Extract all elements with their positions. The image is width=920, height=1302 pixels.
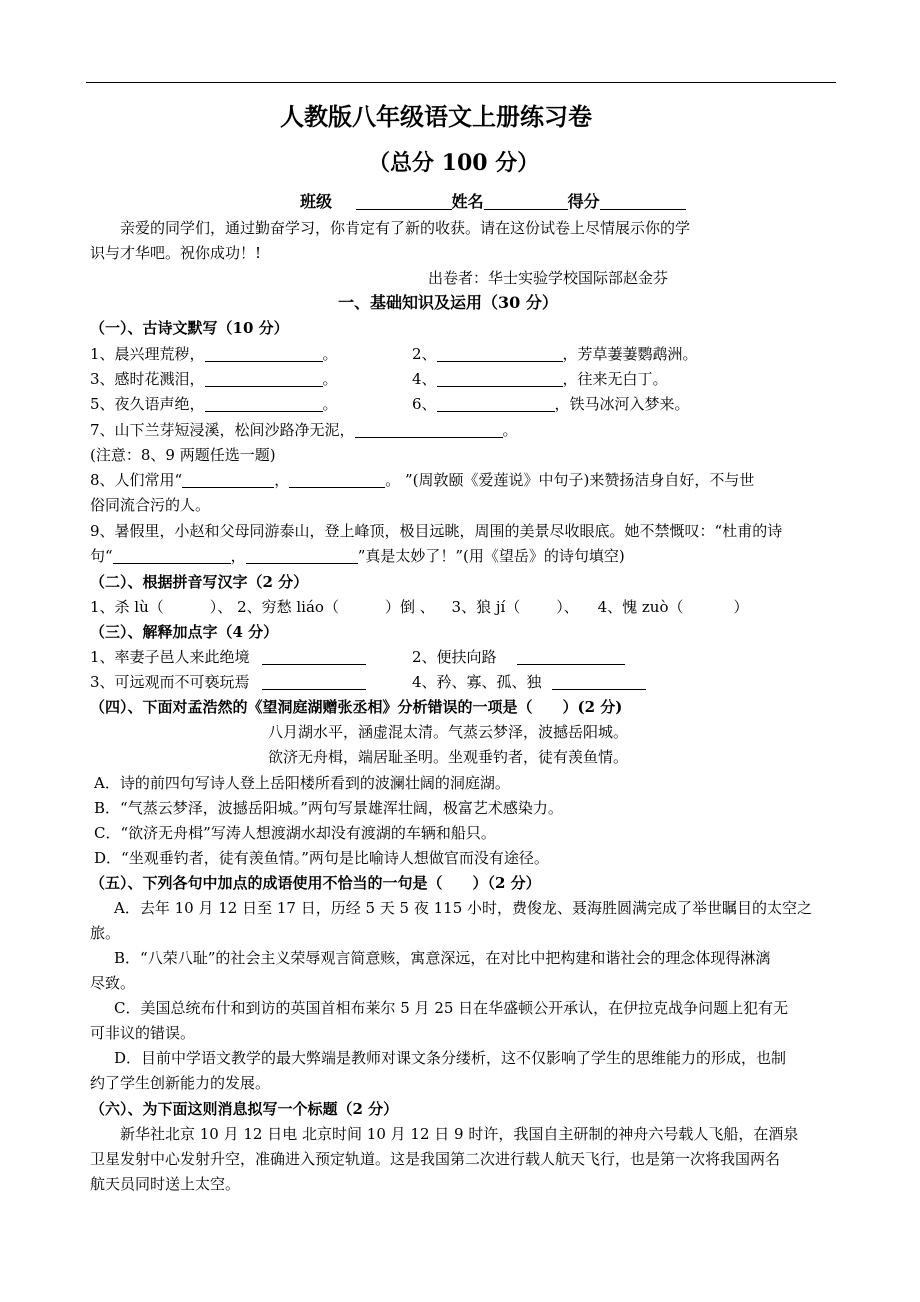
poem-line-2: 欲济无舟楫，端居耻圣明。坐观垂钓者，徒有羡鱼情。 bbox=[268, 748, 629, 766]
question-6: 6、 ，铁马冰河入梦来。 bbox=[412, 395, 690, 413]
choice-c-cont: 可非议的错误。 bbox=[90, 1024, 196, 1042]
answer-blank[interactable] bbox=[437, 345, 563, 362]
news-line-1: 新华社北京 10 月 12 日电 北京时间 10 月 12 日 9 时许，我国自主研制的神舟六号载人飞船，在酒泉 bbox=[120, 1125, 799, 1143]
intro-line-2: 识与才华吧。祝你成功！! bbox=[90, 244, 262, 262]
part-3-heading: （三）、解释加点字（4 分） bbox=[90, 623, 279, 641]
part-5-heading: （五）、下列各句中加点的成语使用不恰当的一句是（ ）（2 分） bbox=[90, 874, 541, 892]
question-3: 3、感时花溅泪， 。 bbox=[90, 370, 338, 388]
choice-b: B．“八荣八耻”的社会主义荣辱观言简意赅，寓意深远，在对比中把构建和谐社会的理念体现得淋漓 bbox=[114, 949, 771, 967]
choice-c: C．美国总统布什和到访的英国首相布莱尔 5 月 25 日在华盛顿公开承认，在伊拉克战争问题上犯有无 bbox=[114, 999, 789, 1017]
choice-d-cont: 约了学生创新能力的发展。 bbox=[90, 1074, 271, 1092]
explain-q3: 3、可远观而不可亵玩焉 bbox=[90, 672, 366, 692]
page-subtitle: （总分 100 分） bbox=[368, 150, 540, 176]
poem-line-1: 八月湖水平，涵虚混太清。气蒸云梦泽，波撼岳阳城。 bbox=[268, 723, 629, 741]
student-info-row bbox=[300, 192, 686, 212]
question-8-cont: 俗同流合污的人。 bbox=[90, 496, 211, 514]
question-9: 9、暑假里，小赵和父母同游泰山，登上峰顶，极目远眺，周围的美景尽收眼底。她不禁慨叹：“杜甫的诗 bbox=[90, 522, 783, 540]
answer-blank[interactable] bbox=[289, 471, 385, 488]
explain-q4: 4、矜、寡、孤、独 bbox=[412, 672, 646, 692]
class-label: 班级 bbox=[300, 192, 333, 211]
question-8: 8、人们常用“ ， 。 ”(周敦颐《爱莲说》中句子)来赞扬洁身自好，不与世 bbox=[90, 471, 755, 489]
part-2-heading: （二）、根据拼音写汉字（2 分） bbox=[90, 573, 309, 591]
option-c: C．“欲济无舟楫”写涛人想渡湖水却没有渡湖的车辆和船只。 bbox=[94, 824, 496, 842]
class-blank[interactable] bbox=[356, 193, 452, 210]
name-label: 姓名 bbox=[451, 192, 484, 211]
question-1: 1、晨兴理荒秽， 。 bbox=[90, 345, 338, 363]
choice-a-cont: 旅。 bbox=[90, 924, 121, 942]
answer-blank[interactable] bbox=[113, 547, 231, 564]
question-2: 2、 ，芳草萋萋鹦鹉洲。 bbox=[412, 345, 698, 363]
top-rule bbox=[86, 82, 836, 83]
part-1-heading: （一）、古诗文默写（10 分） bbox=[90, 319, 289, 337]
news-line-3: 航天员同时送上太空。 bbox=[90, 1175, 241, 1193]
intro-line-1: 亲爱的同学们，通过勤奋学习，你肯定有了新的收获。请在这份试卷上尽情展示你的学 bbox=[120, 219, 691, 237]
news-line-2: 卫星发射中心发射升空，准确进入预定轨道。这是我国第二次进行载人航天飞行，也是第一次将我国两名 bbox=[90, 1150, 781, 1168]
answer-blank[interactable] bbox=[205, 395, 323, 412]
answer-blank[interactable] bbox=[437, 395, 555, 412]
answer-blank[interactable] bbox=[552, 673, 646, 690]
answer-blank[interactable] bbox=[246, 547, 358, 564]
option-d: D．“坐观垂钓者，徒有羡鱼情。”两句是比喻诗人想做官而没有途径。 bbox=[94, 849, 549, 867]
question-9-cont: 句“ ， ”真是太妙了！”(用《望岳》的诗句填空) bbox=[90, 547, 625, 565]
score-label: 得分 bbox=[567, 192, 600, 211]
section-1-title: 一、基础知识及运用（30 分） bbox=[338, 293, 558, 312]
choice-d: D．目前中学语文教学的最大弊端是教师对课文条分缕析，这不仅影响了学生的思维能力的形成，也制 bbox=[114, 1049, 787, 1067]
pinyin-row: 1、杀 lù（ ）、 2、穷愁 liáo（ ）倒 、 3、狼 jí（ ）、 4、愧 zuò（ ） bbox=[90, 598, 749, 616]
part-6-heading: （六）、为下面这则消息拟写一个标题（2 分） bbox=[90, 1100, 399, 1118]
choice-a: A．去年 10 月 12 日至 17 日，历经 5 天 5 夜 115 小时，费俊龙、聂海胜圆满完成了举世瞩目的太空之 bbox=[114, 899, 813, 917]
answer-blank[interactable] bbox=[355, 421, 503, 438]
answer-blank[interactable] bbox=[437, 370, 563, 387]
answer-blank[interactable] bbox=[182, 471, 274, 488]
page-title: 人教版八年级语文上册练习卷 bbox=[280, 102, 592, 131]
note-line: (注意：8、9 两题任选一题) bbox=[90, 446, 276, 464]
answer-blank[interactable] bbox=[517, 648, 625, 665]
option-a: A．诗的前四句写诗人登上岳阳楼所看到的波澜壮阔的洞庭湖。 bbox=[94, 774, 510, 792]
question-7: 7、山下兰芽短浸溪，松间沙路净无泥， 。 bbox=[90, 421, 518, 439]
answer-blank[interactable] bbox=[205, 345, 323, 362]
question-5: 5、夜久语声绝， 。 bbox=[90, 395, 338, 413]
name-blank[interactable] bbox=[484, 193, 568, 210]
author-line: 出卷者：华士实验学校国际部赵金芬 bbox=[428, 269, 669, 287]
option-b: B．“气蒸云梦泽，波撼岳阳城。”两句写景雄浑壮阔，极富艺术感染力。 bbox=[94, 799, 563, 817]
answer-blank[interactable] bbox=[205, 370, 323, 387]
answer-blank[interactable] bbox=[262, 648, 366, 665]
part-4-heading: （四）、下面对孟浩然的《望洞庭湖赠张丞相》分析错误的一项是（ ）(2 分) bbox=[90, 698, 623, 716]
choice-b-cont: 尽致。 bbox=[90, 974, 136, 992]
answer-blank[interactable] bbox=[262, 673, 366, 690]
question-4: 4、 ，往来无白丁。 bbox=[412, 370, 668, 388]
explain-q1: 1、率妻子邑人来此绝境 bbox=[90, 647, 366, 667]
score-blank[interactable] bbox=[600, 193, 686, 210]
explain-q2: 2、便扶向路 bbox=[412, 647, 625, 667]
